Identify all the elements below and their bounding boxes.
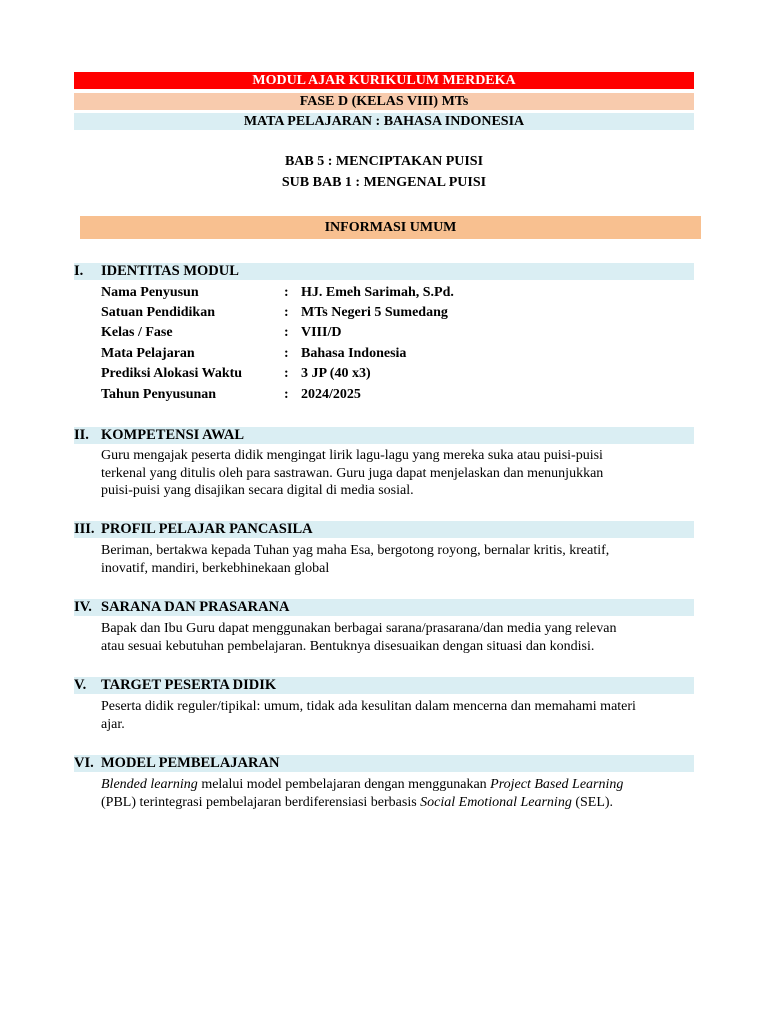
identity-value: MTs Negeri 5 Sumedang xyxy=(301,305,448,320)
identity-value: HJ. Emeh Sarimah, S.Pd. xyxy=(301,285,454,300)
model-paragraph xyxy=(101,776,701,811)
target-paragraph xyxy=(101,698,701,733)
section-kompetensi-header xyxy=(74,427,694,444)
section-sarana-header xyxy=(74,599,694,616)
identity-colon: : xyxy=(284,285,289,300)
paragraph-line: inovatif, mandiri, berkebhinekaan global xyxy=(101,560,330,576)
identity-value: Bahasa Indonesia xyxy=(301,346,407,361)
identity-colon: : xyxy=(284,387,289,402)
section-target-header xyxy=(74,677,694,694)
paragraph-line xyxy=(101,776,701,794)
paragraph-line: atau sesuai kebutuhan pembelajaran. Bentuknya disesuaikan dengan situasi dan kondisi. xyxy=(101,638,595,654)
italic-term: Project Based Learning xyxy=(490,777,624,792)
italic-term: Social Emotional Learning xyxy=(420,794,572,810)
identity-label: Prediksi Alokasi Waktu xyxy=(101,366,243,381)
section-title: IDENTITAS MODUL xyxy=(101,263,239,279)
identity-label: Nama Penyusun xyxy=(101,285,199,300)
identity-value: 2024/2025 xyxy=(301,387,361,402)
section-number: II. xyxy=(74,427,89,443)
section-identitas-header xyxy=(74,263,694,280)
identity-label: Mata Pelajaran xyxy=(101,346,195,361)
paragraph-line: Guru mengajak peserta didik mengingat lirik lagu-lagu yang mereka suka atau puisi-puisi xyxy=(101,448,603,463)
section-title: MODEL PEMBELAJARAN xyxy=(101,755,280,771)
profil-paragraph xyxy=(101,542,701,577)
section-title: TARGET PESERTA DIDIK xyxy=(101,677,277,693)
section-profil-header xyxy=(74,521,694,538)
paragraph-line: Peserta didik reguler/tipikal: umum, tidak ada kesulitan dalam mencerna dan memahami materi xyxy=(101,699,636,714)
paragraph-text: melalui model pembelajaran dengan menggunakan xyxy=(197,777,491,792)
section-number: III. xyxy=(74,521,95,537)
section-number: I. xyxy=(74,263,84,279)
paragraph-line: Beriman, bertakwa kepada Tuhan yag maha Esa, bergotong royong, bernalar kritis, kreatif, xyxy=(101,543,610,558)
paragraph-text: (SEL). xyxy=(571,794,614,810)
subject-label: MATA PELAJARAN : BAHASA INDONESIA xyxy=(74,113,694,130)
kompetensi-paragraph xyxy=(101,447,701,500)
chapter-title: BAB 5 : MENCIPTAKAN PUISI xyxy=(284,154,484,169)
sarana-paragraph xyxy=(101,620,701,655)
section-title: KOMPETENSI AWAL xyxy=(101,427,245,443)
identity-colon: : xyxy=(284,366,289,381)
identity-label: Tahun Penyusunan xyxy=(101,387,217,402)
paragraph-line xyxy=(101,794,701,812)
paragraph-line: ajar. xyxy=(101,716,125,732)
identity-value: 3 JP (40 x3) xyxy=(301,366,371,381)
section-title: PROFIL PELAJAR PANCASILA xyxy=(101,521,313,537)
identity-colon: : xyxy=(284,346,289,361)
section-model-header xyxy=(74,755,694,772)
paragraph-line: puisi-puisi yang disajikan secara digital di media sosial. xyxy=(101,483,414,498)
fase-label: FASE D (KELAS VIII) MTs xyxy=(74,93,694,110)
subchapter-title: SUB BAB 1 : MENGENAL PUISI xyxy=(281,175,487,190)
section-number: VI. xyxy=(74,755,94,771)
paragraph-text: (PBL) terintegrasi pembelajaran berdiferensiasi berbasis xyxy=(101,794,421,810)
identity-colon: : xyxy=(284,305,289,320)
module-title: MODUL AJAR KURIKULUM MERDEKA xyxy=(74,72,694,89)
section-number: V. xyxy=(74,677,87,693)
identity-label: Kelas / Fase xyxy=(101,325,173,340)
paragraph-line: terkenal yang ditulis oleh para sastrawan. Guru juga dapat menjelaskan dan menunjukkan xyxy=(101,465,604,481)
identity-label: Satuan Pendidikan xyxy=(101,305,215,320)
italic-term: Blended learning xyxy=(101,777,198,792)
paragraph-line: Bapak dan Ibu Guru dapat menggunakan berbagai sarana/prasarana/dan media yang relevan xyxy=(101,621,617,636)
section-title: SARANA DAN PRASARANA xyxy=(101,599,290,615)
identity-colon: : xyxy=(284,325,289,340)
general-info-heading: INFORMASI UMUM xyxy=(80,216,701,239)
section-number: IV. xyxy=(74,599,92,615)
identity-value: VIII/D xyxy=(301,325,342,340)
